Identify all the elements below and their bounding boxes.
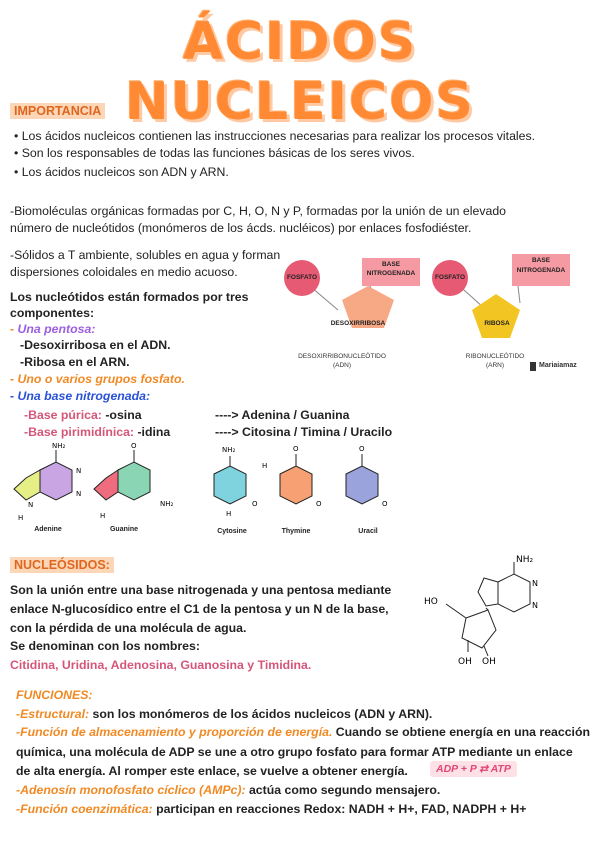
energia-line-3: de alta energía. Al romper este enlace, se vuelve a obtener energía.: [16, 764, 408, 778]
coenzimatica-text: participan en reacciones Redox: NADH + H+, FAD, NADPH + H+: [152, 802, 527, 816]
purica-label: -Base púrica:: [24, 408, 102, 422]
ampc-line: [16, 782, 440, 799]
base-label-arn-2: NITROGENADA: [516, 267, 566, 274]
pirimidinica-result: ----> Citosina / Timina / Uracilo: [215, 425, 393, 439]
energia-text-1: Cuando se obtiene energía en una reacción: [332, 725, 590, 739]
importancia-label: IMPORTANCIA: [10, 103, 105, 119]
base-label-adn-2: NITROGENADA: [366, 270, 416, 277]
solidos-line-2: dispersiones coloidales en medio acuoso.: [10, 265, 238, 279]
biomol-line-1: -Biomoléculas orgánicas formadas por C, H, O, N y P, formadas por la unión de un elevado: [10, 204, 507, 218]
nucleosidos-heading: [10, 558, 114, 572]
nucleosidos-line-1: Son la unión entre una base nitrogenada y una pentosa mediante: [10, 583, 392, 597]
nucleotidos-intro-2: componentes:: [10, 306, 95, 320]
svg-text:OH: OH: [482, 657, 496, 667]
fosfato-label: Uno o varios grupos fosfato.: [17, 372, 185, 386]
energia-line-1: [16, 724, 590, 741]
estructural-text: son los monómeros de los ácidos nucleicos (ADN y ARN).: [89, 707, 433, 721]
adenosine-structure: [418, 552, 558, 672]
svg-text:O: O: [316, 500, 322, 508]
fosfato-label-arn: FOSFATO: [434, 274, 466, 281]
fosfato-line: - Uno o varios grupos fosfato.: [10, 372, 185, 386]
thymine-label: Thymine: [281, 528, 311, 535]
pirimidinica-suffix: -idina: [134, 425, 171, 439]
atp-reaction: ADP + P ⇄ ATP: [430, 761, 517, 777]
desoxirribosa-line: -Desoxirribosa en el ADN.: [20, 338, 171, 352]
purica-line: [24, 407, 142, 424]
nucleosidos-label: NUCLEÓSIDOS:: [10, 557, 114, 573]
uracil-label: Uracil: [358, 528, 378, 535]
svg-text:N: N: [532, 601, 538, 610]
importancia-bullet-1: • Los ácidos nucleicos contienen las instrucciones necesarias para realizar los procesos vitales.: [14, 129, 536, 143]
pirimidinica-line: [24, 424, 170, 441]
coenzimatica-label: -Función coenzimática:: [16, 802, 153, 816]
svg-text:H: H: [226, 510, 232, 518]
adenine-structure: [14, 442, 81, 522]
svg-text:O: O: [131, 442, 137, 450]
svg-text:N: N: [532, 579, 538, 588]
base-label: Una base nitrogenada:: [17, 389, 151, 403]
svg-text:H: H: [100, 512, 106, 520]
cytosine-label: Cytosine: [217, 528, 247, 535]
svg-text:O: O: [293, 445, 299, 453]
uracil-structure: [346, 445, 388, 508]
coenzimatica-line: [16, 801, 526, 818]
solidos-line-1: -Sólidos a T ambiente, solubles en agua y forman: [10, 248, 281, 262]
energia-label: -Función de almacenamiento y proporción de energía.: [16, 725, 333, 739]
page-title: ÁCIDOS NUCLEICOS: [125, 12, 475, 132]
purica-result: ----> Adenina / Guanina: [215, 408, 350, 422]
svg-text:NH₂: NH₂: [222, 446, 236, 454]
funciones-heading: FUNCIONES:: [16, 688, 93, 702]
desoxirribosa-label: DESOXIRRIBOSA: [330, 320, 386, 327]
guanine-structure: [94, 442, 174, 520]
adenine-label: Adenine: [34, 526, 62, 533]
ampc-text: actúa como segundo mensajero.: [245, 783, 441, 797]
svg-text:H: H: [18, 514, 24, 522]
bases-structures: [0, 440, 420, 540]
nucleosidos-line-4: Se denominan con los nombres:: [10, 639, 200, 653]
svg-text:NH₂: NH₂: [516, 555, 534, 565]
svg-text:HO: HO: [424, 597, 438, 607]
biomol-line-2: número de nucleótidos (monómeros de los ácds. nucléicos) por enlaces fosfodiéster.: [10, 221, 472, 235]
svg-text:NH₂: NH₂: [52, 442, 66, 450]
ampc-label: -Adenosín monofosfato cíclico (AMPc):: [16, 783, 246, 797]
purica-suffix: -osina: [101, 408, 142, 422]
svg-text:O: O: [252, 500, 258, 508]
caption-arn-2: (ARN): [485, 362, 505, 369]
caption-adn-1: DESOXIRRIBONUCLEÓTIDO: [298, 353, 386, 360]
atp-badge: [430, 761, 517, 775]
base-line: - Una base nitrogenada:: [10, 389, 151, 403]
svg-text:N: N: [28, 501, 34, 509]
caption-arn-1: RIBONUCLEÓTIDO: [465, 353, 525, 360]
thymine-structure: [262, 445, 322, 508]
ribosa-label: RIBOSA: [484, 320, 510, 327]
guanine-label: Guanine: [109, 526, 138, 533]
nucleosidos-line-2: enlace N-glucosídico entre el C1 de la pentosa y un N de la base,: [10, 602, 389, 616]
base-label-adn-1: BASE: [381, 261, 401, 268]
fosfato-label-adn: FOSFATO: [286, 274, 318, 281]
svg-text:O: O: [359, 445, 365, 453]
importancia-bullet-2: • Son los responsables de todas las funciones básicas de los seres vivos.: [14, 146, 415, 160]
caption-adn-2: (ADN): [332, 362, 352, 369]
svg-text:O: O: [382, 500, 388, 508]
base-label-arn-1: BASE: [531, 257, 551, 264]
nucleotidos-intro-1: Los nucleótidos están formados por tres: [10, 290, 249, 304]
cytosine-structure: [214, 446, 258, 518]
svg-text:H: H: [262, 462, 268, 470]
ribosa-line: -Ribosa en el ARN.: [20, 355, 130, 369]
ribosa-pentagon: [472, 294, 520, 338]
svg-text:OH: OH: [458, 657, 472, 667]
nucleosidos-names: Citidina, Uridina, Adenosina, Guanosina y Timidina.: [10, 658, 312, 672]
pentosa-label: Una pentosa:: [17, 322, 96, 336]
estructural-label: -Estructural:: [16, 707, 90, 721]
svg-text:N: N: [76, 490, 82, 498]
svg-text:N: N: [76, 467, 82, 475]
importancia-heading: [10, 104, 105, 118]
energia-line-2: química, una molécula de ADP se une a otro grupo fosfato para formar ATP mediante un enlace: [16, 745, 573, 759]
watermark: Mariaiamaz: [539, 362, 577, 369]
estructural-line: [16, 706, 432, 723]
pirimidinica-label: -Base pirimidínica:: [24, 425, 135, 439]
nucleosidos-line-3: con la pérdida de una molécula de agua.: [10, 621, 247, 635]
svg-text:NH₂: NH₂: [160, 500, 174, 508]
importancia-bullet-3: • Los ácidos nucleicos son ADN y ARN.: [14, 165, 229, 179]
pentosa-line: - Una pentosa:: [10, 322, 96, 336]
